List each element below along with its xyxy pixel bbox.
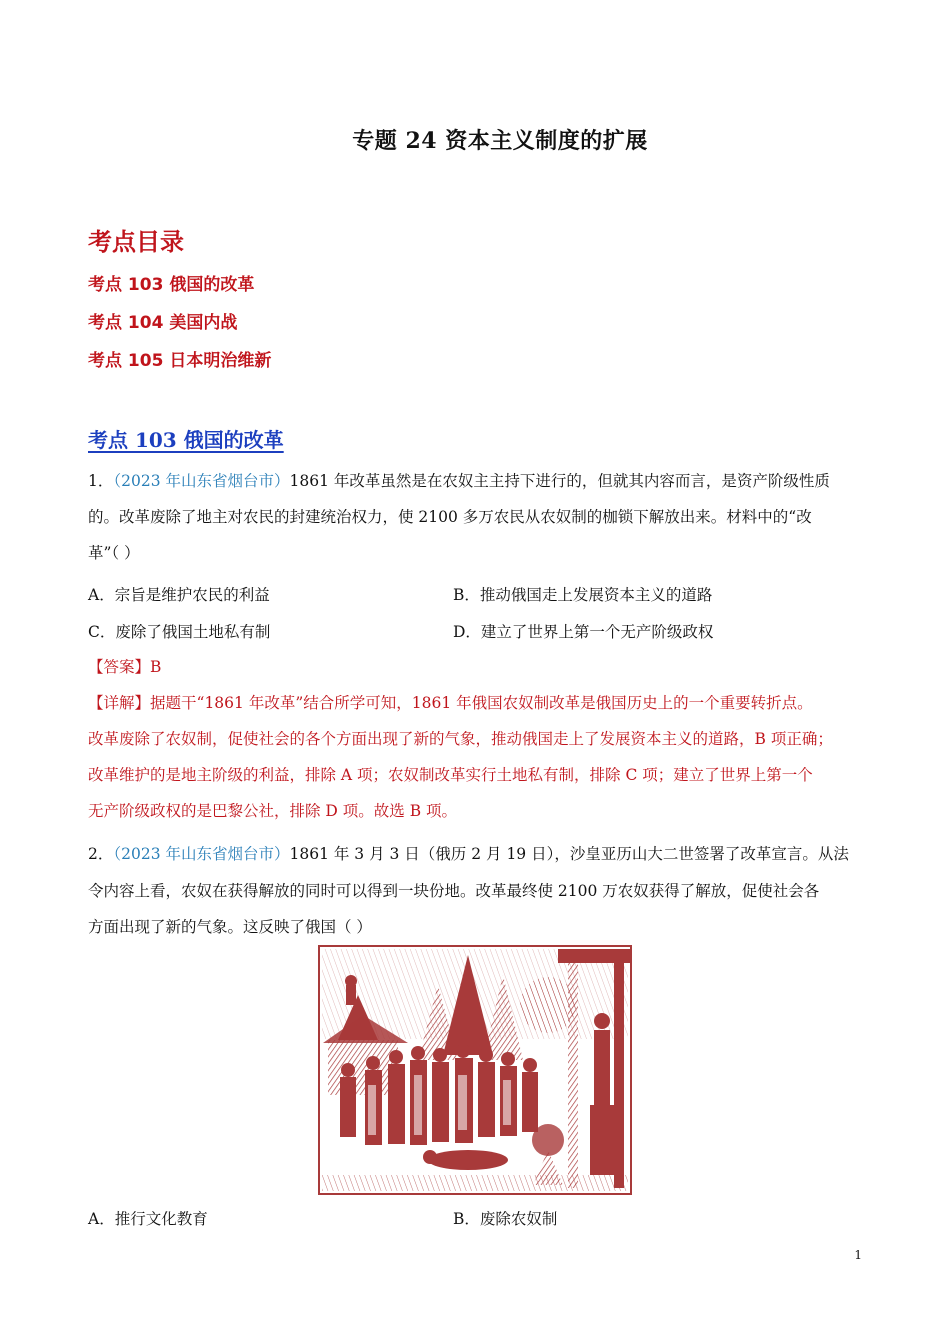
page-number: 1 xyxy=(854,1248,862,1262)
q2-text1: 1861 年 3 月 3 日（俄历 2 月 19 日），沙皇亚历山大二世签署了改革宣言。从法 xyxy=(289,845,849,863)
toc-heading: 考点目录 xyxy=(88,228,184,256)
q1-detail-line3: 改革维护的是地主阶级的利益，排除 A 项；农奴制改革实行土地私有制，排除 C 项；建立了世界上第一个 xyxy=(88,766,813,784)
q1-detail-text1: 据题干“1861 年改革”结合所学可知，1861 年俄国农奴制改革是俄国历史上的一个重要转折点。 xyxy=(150,694,813,712)
q1-text1: 1861 年改革虽然是在农奴主主持下进行的，但就其内容而言，是资产阶级性质 xyxy=(289,472,830,490)
q2-source: （2023 年山东省烟台市） xyxy=(113,845,290,863)
q1-source: （2023 年山东省烟台市） xyxy=(113,472,290,490)
q1-option-b: B．推动俄国走上发展资本主义的道路 xyxy=(453,586,713,604)
toc-item-105[interactable]: 考点 105 日本明治维新 xyxy=(88,351,272,371)
q1-option-a: A．宗旨是维护农民的利益 xyxy=(88,586,270,604)
q1-detail-line2: 改革废除了农奴制，促使社会的各个方面出现了新的气象，推动俄国走上了发展资本主义的道路，B 项正确； xyxy=(88,730,833,748)
q1-answer xyxy=(88,656,161,678)
toc-item-104[interactable]: 考点 104 美国内战 xyxy=(88,313,238,333)
q2-line1 xyxy=(88,843,849,865)
q2-line3: 方面出现了新的气象。这反映了俄国（ ） xyxy=(88,918,372,936)
toc-item-103[interactable]: 考点 103 俄国的改革 xyxy=(88,275,255,295)
engraving-serf-emancipation-image xyxy=(318,945,632,1195)
page-title: 专题 24 资本主义制度的扩展 xyxy=(352,128,648,154)
q2-number: 2． xyxy=(88,845,114,863)
q2-line2: 令内容上看，农奴在获得解放的同时可以得到一块份地。改革最终使 2100 万农奴获得了解放，促使社会各 xyxy=(88,882,820,900)
section-heading-103: 考点 103 俄国的改革 xyxy=(88,428,284,452)
q2-option-a: A．推行文化教育 xyxy=(88,1210,208,1228)
q1-line2: 的。改革废除了地主对农民的封建统治权力，使 2100 多万农民从农奴制的枷锁下解放出来。材料中的“改 xyxy=(88,508,812,526)
q2-option-b: B．废除农奴制 xyxy=(453,1210,558,1228)
q1-option-d: D．建立了世界上第一个无产阶级政权 xyxy=(453,623,714,641)
q1-line1 xyxy=(88,470,830,492)
q1-answer-value: B xyxy=(150,658,162,676)
q1-detail-label: 【详解】 xyxy=(88,694,151,712)
q1-detail-line1 xyxy=(88,692,813,714)
q1-line3: 革”（ ） xyxy=(88,544,140,562)
q1-number: 1． xyxy=(88,472,114,490)
q1-detail-line4: 无产阶级政权的是巴黎公社，排除 D 项。故选 B 项。 xyxy=(88,802,458,820)
q1-answer-label: 【答案】 xyxy=(88,658,151,676)
q1-option-c: C．废除了俄国土地私有制 xyxy=(88,623,271,641)
